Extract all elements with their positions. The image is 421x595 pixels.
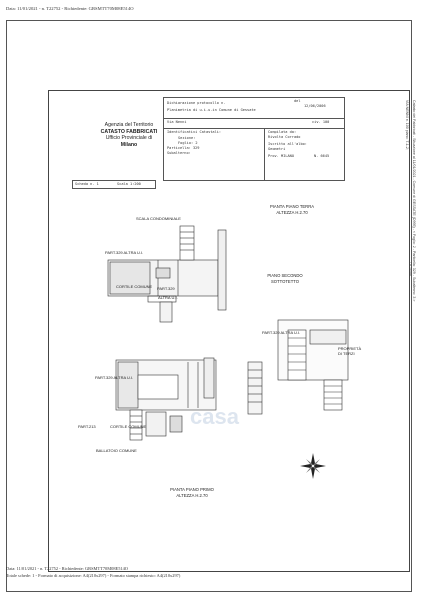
part-329-d-label: PART.329 ALTRA U.I. — [95, 375, 134, 380]
footer-line-1: Data: 11/01/2021 - n. T22752 - Richiedente: GRSMTT70M08E514O — [6, 566, 128, 571]
cortile-comune-b-label: CORTILE COMUNE — [110, 424, 147, 429]
particella-label: Particella: 329 — [167, 146, 200, 150]
subalterno-label: Subalterno: — [167, 151, 191, 155]
identificativi-label: Identificativi Catastali: — [167, 130, 222, 134]
altra-ui-label: ALTRA U.I. — [158, 295, 178, 300]
prov-label: Prov. MILANO — [268, 154, 294, 158]
agency-line-2: CATASTO FABBRICATI — [100, 128, 158, 135]
iscritto-label: Iscritto all'albo: — [268, 142, 307, 146]
data-label: del — [294, 99, 301, 103]
part-213-label: PART.213 — [78, 424, 96, 429]
part-329-a-label: PART.329 ALTRA U.I. — [105, 250, 144, 255]
altezza-bottom-label: ALTEZZA H.2.70 — [176, 493, 208, 498]
dichiarazione-label: Dichiarazione protocollo n. — [167, 101, 226, 105]
watermark-logo: casa — [190, 404, 239, 429]
agency-line-1: Agenzia del Territorio — [104, 122, 154, 128]
cortile-comune-label: CORTILE COMUNE — [116, 284, 153, 289]
form-grid — [163, 97, 345, 181]
foglio-label: Foglio: 2 — [178, 141, 198, 145]
albo-value: Geometri — [268, 147, 286, 151]
proprieta-terzi-label: PROPRIETÀ DI TERZI — [338, 346, 362, 356]
side-ultima-text: ULTIMA — [408, 262, 413, 277]
planimetria-label: Planimetria di u.i.u.in Comune di Gessate — [167, 108, 256, 112]
altezza-top-label: ALTEZZA H.2.70 — [276, 210, 308, 215]
sheet-bar — [72, 180, 156, 189]
part-329-c-label: PART.329 ALTRA U.I. — [262, 330, 301, 335]
scheda-label: Scheda n. 1 — [75, 182, 99, 186]
part-329-b-label: PART.329 — [157, 286, 175, 291]
piano-secondo-label: PIANO SECONDO — [267, 273, 303, 278]
compass-rose-icon — [300, 453, 326, 479]
civ-label: civ. 100 — [312, 120, 330, 124]
pianta-terra-label: PIANTA PIANO TERRA — [269, 204, 315, 209]
compilata-name: Rivolta Corrado — [268, 135, 301, 139]
side-catasto-text: Catasto dei Fabbricati - Situazione al 11/01/2021 - Comune di GESSATE (D995) - < Foglio: 2 - Particella: 329 - Subalterno: 3 > — [412, 100, 416, 302]
sezione-label: Sezione: — [178, 136, 196, 140]
scala-comune-label: SCALA CONDOMINIALE — [136, 216, 181, 221]
side-via-text: VIA NENNI n. 100 piano: T-1-2; — [405, 100, 409, 150]
via-label: Via Nenni — [167, 120, 187, 124]
ballatoio-label: BALLATOIO COMUNE — [96, 448, 137, 453]
sottotetto-label: SOTTOTETTO — [271, 279, 299, 284]
agency-line-3: Ufficio Provinciale di — [105, 135, 153, 141]
footer-line-2: Totale schede: 1 - Formato di acquisizione: A4(210x297) - Formato stampa richiesto: A4(210x297) — [6, 573, 181, 578]
header-line-1: Data: 11/01/2021 - n. T22752 - Richiedente: GRSMTT70M08E514O — [6, 6, 134, 11]
agency-line-4: Milano — [120, 141, 138, 148]
scala-label: Scala 1:200 — [117, 182, 141, 186]
agency-block — [92, 122, 166, 182]
n-label: N. 6645 — [314, 154, 330, 158]
data-value: 12/06/2006 — [304, 104, 326, 108]
compilata-label: Compilata da: — [268, 130, 297, 134]
pianta-primo-label: PIANTA PIANO PRIMO — [170, 487, 214, 492]
